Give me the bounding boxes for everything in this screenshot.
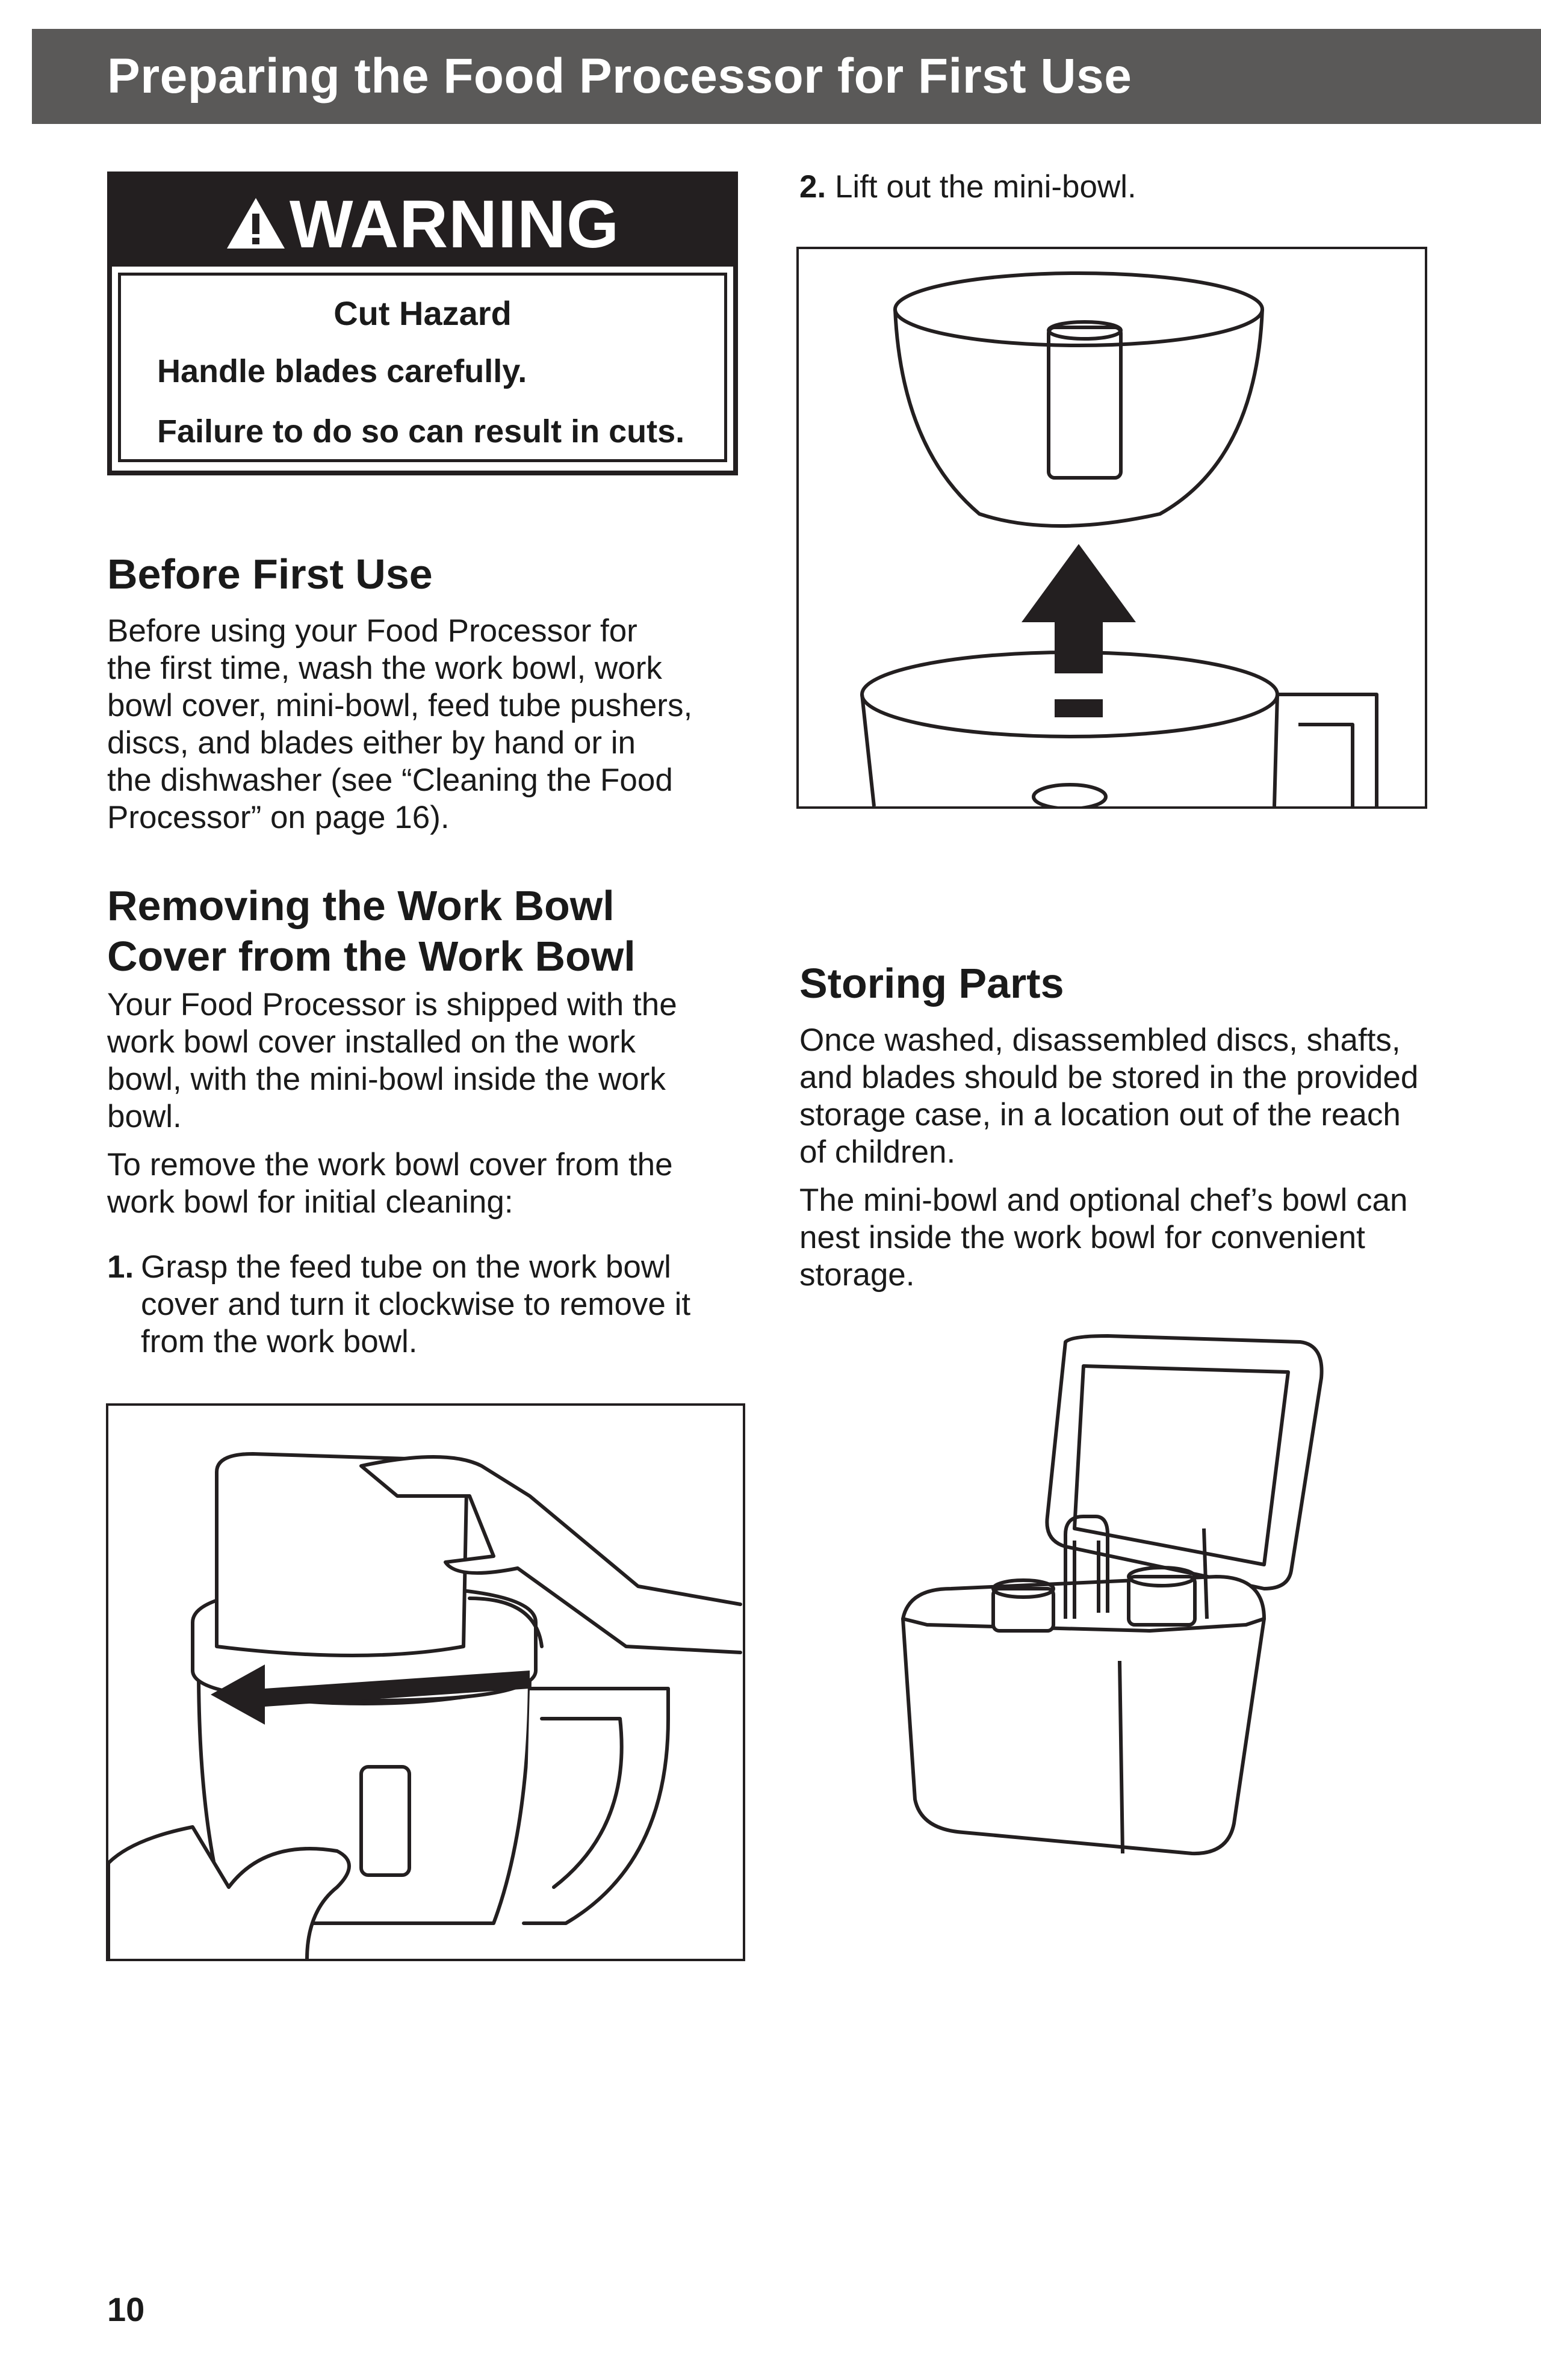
before-first-use-line: Before using your Food Processor for [107, 613, 637, 649]
storing-para2-line: storage. [799, 1257, 915, 1293]
warning-box [107, 172, 738, 475]
removing-para1-line: bowl, with the mini-bowl inside the work [107, 1062, 666, 1097]
step-1-line: cover and turn it clockwise to remove it [141, 1287, 691, 1322]
lift-mini-bowl-illustration [796, 247, 1427, 809]
removing-para1-line: bowl. [107, 1099, 182, 1134]
before-first-use-heading: Before First Use [107, 551, 433, 598]
storing-para2-line: The mini-bowl and optional chef’s bowl can [799, 1182, 1408, 1218]
removing-para1-line: Your Food Processor is shipped with the [107, 987, 677, 1022]
step-2 [799, 168, 1462, 206]
step-2-text: Lift out the mini-bowl. [834, 169, 1136, 205]
warning-label: WARNING [289, 187, 620, 262]
step-1 [107, 1249, 757, 1361]
storing-para1-line: Once washed, disassembled discs, shafts, [799, 1022, 1401, 1058]
storing-para1-line: and blades should be stored in the provided [799, 1060, 1419, 1095]
removing-cover-section [107, 880, 757, 1361]
storing-para2-line: nest inside the work bowl for convenient [799, 1220, 1365, 1255]
before-first-use-line: discs, and blades either by hand or in [107, 725, 636, 761]
warning-body [118, 273, 727, 462]
lift-mini-bowl-drawing [799, 249, 1425, 806]
before-first-use-line: Processor” on page 16). [107, 800, 450, 835]
warning-line-2: Failure to do so can result in cuts. [157, 413, 685, 450]
page-header-banner [32, 29, 1541, 124]
step-2-number: 2. [799, 169, 826, 205]
before-first-use-line: the dishwasher (see “Cleaning the Food [107, 762, 673, 798]
storage-case-drawing [891, 1324, 1336, 1865]
removing-para1-line: work bowl cover installed on the work [107, 1024, 636, 1060]
page-number: 10 [107, 2290, 145, 2328]
before-first-use-section [107, 549, 745, 836]
before-first-use-line: bowl cover, mini-bowl, feed tube pushers, [107, 688, 693, 723]
warning-header [112, 176, 733, 267]
warning-line-1: Handle blades carefully. [157, 353, 527, 389]
step-1-line: Grasp the feed tube on the work bowl [141, 1249, 671, 1285]
removing-heading-line-2: Cover from the Work Bowl [107, 933, 636, 980]
removing-para2-line: work bowl for initial cleaning: [107, 1184, 513, 1220]
storage-case-illustration [891, 1324, 1336, 1865]
storing-para1-line: of children. [799, 1134, 956, 1170]
page-title: Preparing the Food Processor for First Use [107, 49, 1132, 104]
before-first-use-line: the first time, wash the work bowl, work [107, 651, 662, 686]
removing-heading-line-1: Removing the Work Bowl [107, 882, 615, 929]
remove-cover-drawing [108, 1406, 743, 1959]
storing-para1-line: storage case, in a location out of the reach [799, 1097, 1401, 1133]
removing-para2-line: To remove the work bowl cover from the [107, 1147, 673, 1182]
remove-cover-illustration [106, 1403, 745, 1961]
storing-parts-section [799, 958, 1510, 1294]
warning-triangle-icon [226, 197, 286, 250]
warning-title: Cut Hazard [333, 294, 512, 332]
step-1-line: from the work bowl. [141, 1324, 418, 1359]
storing-heading: Storing Parts [799, 960, 1064, 1007]
step-1-number: 1. [107, 1249, 134, 1285]
